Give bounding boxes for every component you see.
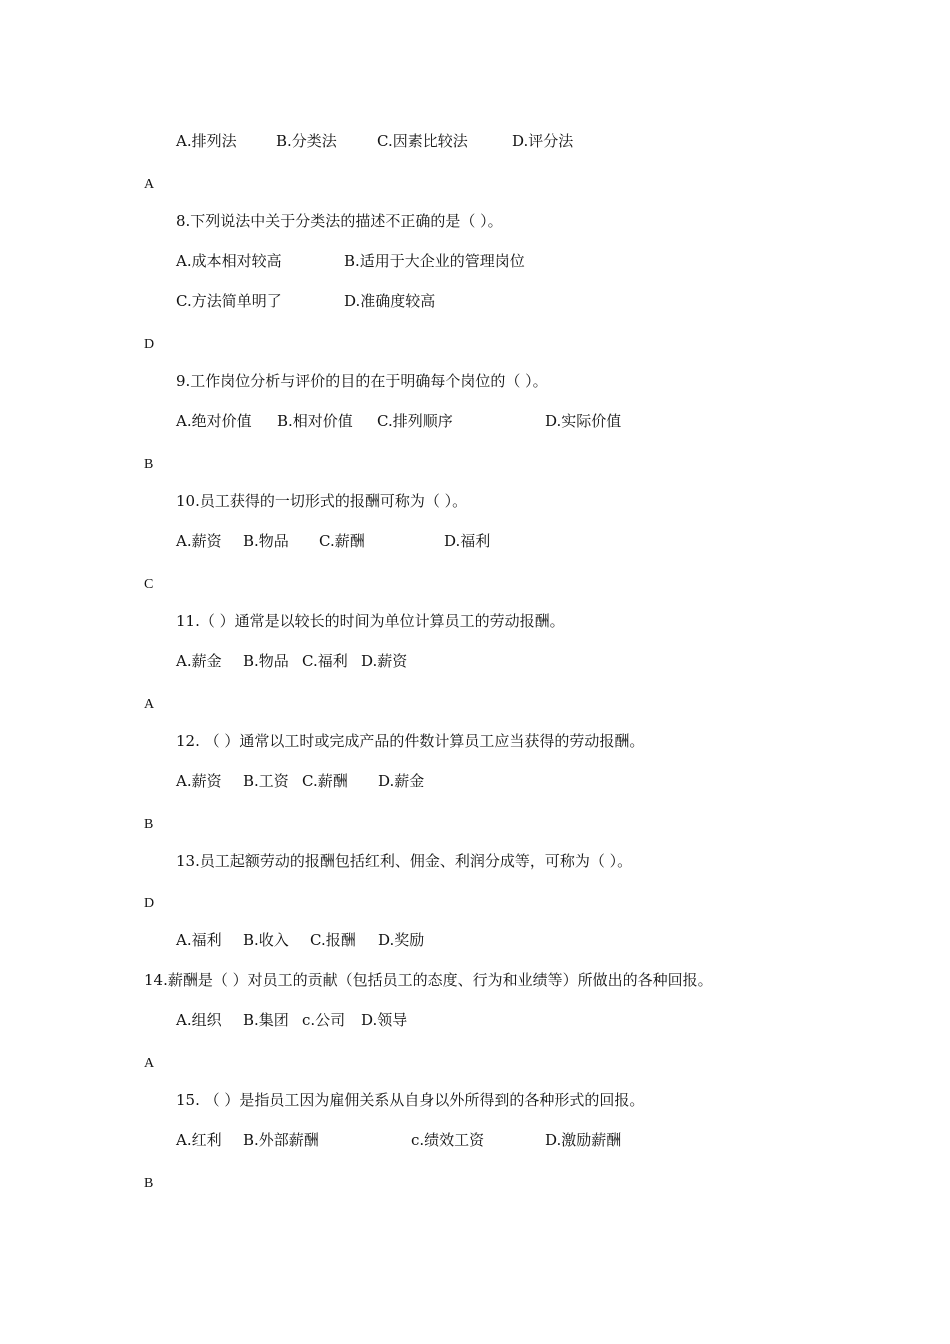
q9-option-b: B.相对价值: [277, 412, 353, 430]
q15-stem: 15. （ ）是指员工因为雇佣关系从自身以外所得到的各种形式的回报。: [176, 1091, 645, 1109]
q10-option-a: A.薪资: [176, 532, 222, 550]
q8-answer: D: [144, 337, 155, 352]
q14-stem: 14.薪酬是（ ）对员工的贡献（包括员工的态度、行为和业绩等）所做出的各种回报。: [144, 971, 713, 989]
q8-option-a: A.成本相对较高: [176, 252, 282, 270]
q14-option-c: c.公司: [302, 1011, 346, 1029]
q10-stem: 10.员工获得的一切形式的报酬可称为（ ）。: [176, 492, 468, 510]
q12-option-c: C.薪酬: [302, 772, 348, 790]
q10-answer: C: [144, 577, 154, 592]
q7-option-b: B.分类法: [276, 132, 337, 150]
q12-option-d: D.薪金: [378, 772, 425, 790]
q11-answer: A: [144, 697, 155, 712]
q11-option-c: C.福利: [302, 652, 348, 670]
q7-answer: A: [144, 177, 155, 192]
q7-option-d: D.评分法: [512, 132, 574, 150]
q10-option-d: D.福利: [444, 532, 491, 550]
q8-option-b: B.适用于大企业的管理岗位: [344, 252, 525, 270]
q9-stem: 9.工作岗位分析与评价的目的在于明确每个岗位的（ ）。: [176, 372, 548, 390]
q15-option-c: c.绩效工资: [411, 1131, 485, 1149]
q13-stem: 13.员工起额劳动的报酬包括红利、佣金、利润分成等，可称为（ ）。: [176, 852, 633, 870]
q9-answer: B: [144, 457, 154, 472]
q11-option-d: D.薪资: [361, 652, 408, 670]
q15-answer: B: [144, 1176, 154, 1191]
q8-option-c: C.方法简单明了: [176, 292, 282, 310]
q9-option-a: A.绝对价值: [176, 412, 252, 430]
q15-option-d: D.激励薪酬: [545, 1131, 622, 1149]
q12-option-b: B.工资: [243, 772, 289, 790]
q8-stem: 8.下列说法中关于分类法的描述不正确的是（ ）。: [176, 212, 503, 230]
q10-option-c: C.薪酬: [319, 532, 365, 550]
q13-option-c: C.报酬: [310, 931, 356, 949]
q11-option-a: A.薪金: [176, 652, 222, 670]
q10-option-b: B.物品: [243, 532, 289, 550]
q7-option-a: A.排列法: [176, 132, 237, 150]
q7-option-c: C.因素比较法: [377, 132, 468, 150]
q14-option-b: B.集团: [243, 1011, 289, 1029]
q12-answer: B: [144, 817, 154, 832]
q12-option-a: A.薪资: [176, 772, 222, 790]
q8-option-d: D.准确度较高: [344, 292, 436, 310]
q13-option-b: B.收入: [243, 931, 289, 949]
q13-option-d: D.奖励: [378, 931, 425, 949]
q14-answer: A: [144, 1056, 155, 1071]
q13-answer: D: [144, 896, 155, 911]
q9-option-c: C.排列顺序: [377, 412, 453, 430]
q14-option-d: D.领导: [361, 1011, 408, 1029]
q14-option-a: A.组织: [176, 1011, 222, 1029]
q11-stem: 11.（ ）通常是以较长的时间为单位计算员工的劳动报酬。: [176, 612, 565, 630]
q13-option-a: A.福利: [176, 931, 222, 949]
q9-option-d: D.实际价值: [545, 412, 622, 430]
q15-option-b: B.外部薪酬: [243, 1131, 319, 1149]
q12-stem: 12. （ ）通常以工时或完成产品的件数计算员工应当获得的劳动报酬。: [176, 732, 645, 750]
q11-option-b: B.物品: [243, 652, 289, 670]
q15-option-a: A.红利: [176, 1131, 222, 1149]
